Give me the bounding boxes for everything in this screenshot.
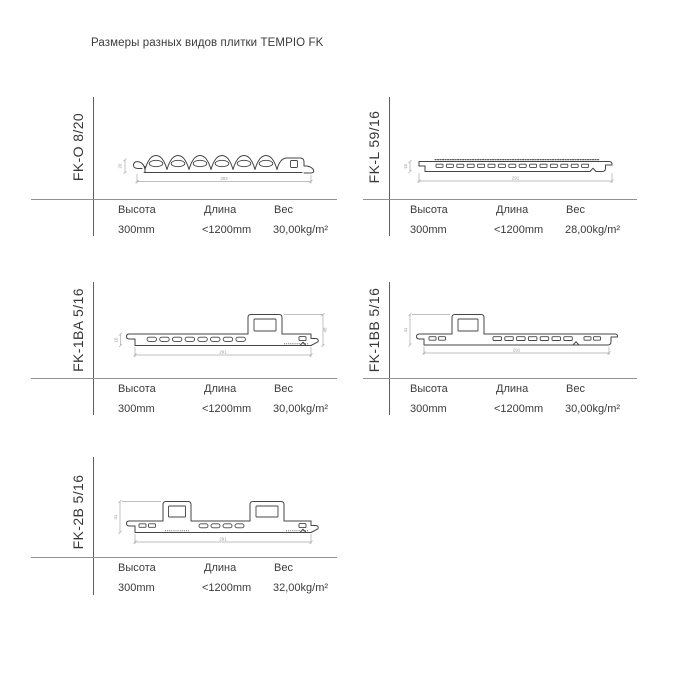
dim-thickness-label: 16 — [403, 164, 408, 169]
value-length: <1200mm — [202, 403, 252, 415]
dim-box-height-label: 45 — [322, 327, 328, 333]
table-separator-line — [363, 378, 637, 379]
dim-width-label: 291 — [219, 536, 227, 542]
tile-profile-drawing-fk-2b — [113, 488, 330, 552]
section-vertical-line — [389, 97, 390, 236]
value-length: <1200mm — [494, 224, 544, 236]
table-header-length: Длина — [204, 562, 237, 574]
section-label: FK-1BB 5/16 — [366, 287, 382, 373]
value-height: 300mm — [410, 403, 447, 415]
tile-profile-drawing-fk-l — [403, 149, 630, 191]
table-header-height: Высота — [118, 204, 156, 216]
table-header-length: Длина — [204, 204, 237, 216]
profile-outline — [127, 502, 319, 533]
value-weight: 30,00kg/m² — [273, 403, 329, 415]
table-header-weight: Вес — [274, 562, 293, 574]
value-height: 300mm — [118, 403, 155, 415]
section-vertical-line — [93, 457, 94, 595]
profile-holes — [436, 164, 589, 167]
profile-holes — [429, 319, 601, 341]
section-vertical-line — [93, 282, 94, 415]
dim-thickness-label: 20 — [117, 163, 123, 169]
dimension-lines — [119, 500, 313, 544]
table-separator-line — [31, 557, 337, 558]
table-header-length: Длина — [496, 383, 529, 395]
dim-width-label: 291 — [219, 349, 227, 355]
table-header-height: Высота — [118, 383, 156, 395]
page-title: Размеры разных видов плитки TEMPIO FK — [91, 37, 324, 49]
value-weight: 30,00kg/m² — [565, 403, 621, 415]
dim-width-label: 292 — [220, 176, 228, 181]
dim-height-label: 41 — [403, 327, 408, 333]
value-length: <1200mm — [202, 224, 252, 236]
value-height: 300mm — [118, 582, 155, 594]
profile-holes — [139, 506, 306, 528]
table-header-weight: Вес — [566, 204, 585, 216]
table-header-length: Длина — [496, 204, 529, 216]
section-label: FK-1BA 5/16 — [70, 288, 86, 372]
section-label: FK-L 59/16 — [366, 110, 382, 184]
dim-thickness-label: 16 — [113, 337, 119, 343]
table-header-height: Высота — [410, 204, 448, 216]
value-weight: 30,00kg/m² — [273, 224, 329, 236]
dim-width-label: 291 — [511, 175, 520, 181]
table-header-weight: Вес — [274, 204, 293, 216]
value-height: 300mm — [118, 224, 155, 236]
table-separator-line — [31, 199, 337, 200]
table-header-length: Длина — [204, 383, 237, 395]
value-weight: 28,00kg/m² — [565, 224, 621, 236]
section-vertical-line — [389, 282, 390, 415]
value-height: 300mm — [410, 224, 447, 236]
dim-height-label: 41 — [113, 514, 118, 520]
table-header-weight: Вес — [274, 383, 293, 395]
value-length: <1200mm — [494, 403, 544, 415]
section-vertical-line — [93, 97, 94, 236]
value-weight: 32,00kg/m² — [273, 582, 329, 594]
section-label: FK-O 8/20 — [70, 112, 86, 182]
table-header-weight: Вес — [566, 383, 585, 395]
table-separator-line — [31, 378, 337, 379]
tile-profile-drawing-fk-o — [115, 145, 325, 190]
dim-width-label: 291 — [512, 347, 521, 353]
value-length: <1200mm — [202, 582, 252, 594]
table-header-height: Высота — [410, 383, 448, 395]
tile-profile-drawing-fk-1bb — [403, 305, 630, 363]
tile-profile-drawing-fk-1ba — [113, 303, 330, 365]
table-separator-line — [363, 199, 637, 200]
table-header-height: Высота — [118, 562, 156, 574]
section-label: FK-2B 5/16 — [70, 474, 86, 550]
